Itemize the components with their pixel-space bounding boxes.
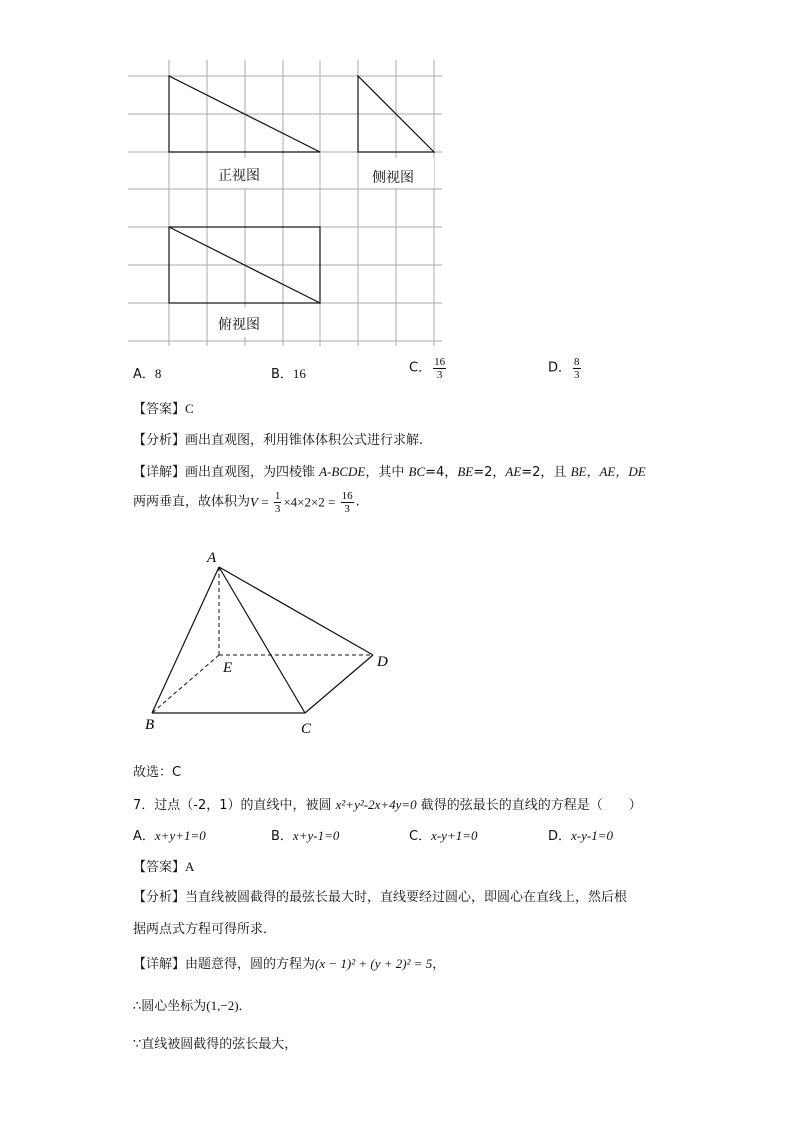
q6-analysis [133, 433, 423, 449]
q7-option-c [409, 828, 478, 845]
option-letter: A． [133, 367, 155, 382]
edge-ac [219, 567, 305, 713]
q6-option-a [133, 366, 161, 383]
q7-chord-line: ∵直线被圆截得的弦长最大， [133, 1037, 298, 1052]
option-letter: B． [271, 367, 293, 382]
fraction-one-third [274, 490, 282, 515]
option-fraction [433, 356, 446, 381]
option-value: x+y+1=0 [154, 828, 206, 843]
front-view-label: 正视图 [218, 168, 260, 184]
q6-conclusion: 故选：C [133, 765, 182, 780]
detail-text: 两两垂直，故体积为 [133, 494, 251, 510]
stem-text: 7．过点（-2，1）的直线中，被圆 [133, 798, 336, 813]
q7-center-line [133, 998, 252, 1015]
analysis-text: 画出直观图，利用锥体体积公式进行求解. [185, 433, 424, 448]
q6-answer [133, 401, 194, 418]
analysis-text: 当直线被圆截得的最弦长最大时，直线要经过圆心，即圆心在直线上，然后根 [185, 890, 628, 905]
center-text: ． [238, 999, 252, 1014]
fraction-numerator: 8 [574, 356, 580, 368]
fraction-result [341, 490, 354, 515]
fraction-denominator: 3 [436, 369, 443, 381]
equals: = [257, 494, 272, 510]
option-value: 8 [154, 366, 162, 381]
pyramid-figure [140, 545, 400, 740]
detail-tag: 【详解】 [133, 957, 186, 972]
vertex-a-label: A [207, 550, 217, 566]
edge-eb-hidden [152, 655, 219, 713]
detail-text: ，其中 [365, 465, 409, 480]
option-value: x-y-1=0 [571, 828, 613, 843]
option-letter: D． [548, 829, 572, 844]
option-value: x+y-1=0 [292, 828, 340, 843]
option-letter: A． [133, 829, 155, 844]
analysis-tag: 【分析】 [133, 433, 186, 448]
edge-be: BE [457, 464, 474, 479]
center-coordinates: (1,−2) [206, 998, 239, 1013]
q6-detail-line2 [133, 490, 360, 515]
pyramid-name: A-BCDE [319, 464, 366, 479]
edge-bc-value: =4， [425, 465, 458, 480]
analysis-tag: 【分析】 [133, 890, 186, 905]
volume-symbol: V [250, 494, 258, 510]
edge-ae: AE [505, 464, 522, 479]
top-view-label: 俯视图 [218, 317, 260, 333]
center-text: ∴圆心坐标为 [133, 999, 207, 1014]
q7-option-b [271, 828, 339, 845]
detail-text: 由题意得，圆的方程为 [185, 957, 316, 972]
vertex-b-label: B [145, 717, 155, 733]
fraction-denominator: 3 [574, 369, 580, 381]
q6-option-b [271, 366, 306, 383]
option-value: x-y+1=0 [431, 828, 478, 843]
edge-cd [305, 655, 373, 713]
q7-option-d [548, 828, 613, 845]
vertex-d-label: D [377, 654, 388, 670]
three-view-figure [128, 60, 444, 346]
q6-option-d [548, 356, 583, 381]
q6-option-c [409, 356, 448, 381]
fraction-numerator: 16 [434, 356, 446, 368]
q7-analysis-line1 [133, 890, 627, 906]
option-letter: C． [409, 360, 432, 376]
option-letter: D． [548, 360, 572, 376]
detail-tag: 【详解】 [133, 465, 186, 480]
detail-text: ， [432, 957, 446, 972]
option-fraction [573, 356, 581, 381]
stem-text: 截得的弦最长的直线的方程是（ ） [416, 798, 642, 813]
option-value: 16 [292, 366, 306, 381]
answer-value: C [185, 401, 194, 416]
vertex-e-label: E [223, 660, 233, 676]
fraction-denominator: 3 [344, 503, 350, 515]
edge-ab [152, 567, 219, 713]
fraction-numerator: 1 [274, 490, 281, 502]
answer-value: A [185, 859, 195, 874]
q7-answer [133, 859, 194, 876]
circle-equation: x²+y²-2x+4y=0 [335, 797, 417, 812]
multiplication: ×4×2×2 = [283, 494, 339, 510]
fraction-numerator: 16 [341, 490, 353, 502]
edge-be-value: =2， [473, 465, 506, 480]
answer-tag: 【答案】 [133, 402, 186, 417]
option-letter: B． [271, 829, 293, 844]
q6-detail-line1 [133, 464, 646, 481]
q7-detail [133, 956, 445, 973]
q7-option-a [133, 828, 206, 845]
detail-text: 画出直观图，为四棱锥 [185, 465, 320, 480]
q7-analysis-line2: 据两点式方程可得所求． [133, 922, 277, 937]
side-view-label: 侧视图 [372, 170, 414, 186]
period: . [355, 494, 360, 510]
q7-stem [133, 797, 642, 814]
edge-ad [219, 567, 373, 655]
option-letter: C． [409, 829, 432, 844]
fraction-denominator: 3 [274, 503, 281, 515]
circle-standard-equation: (x − 1)² + (y + 2)² = 5 [315, 956, 433, 971]
vertex-c-label: C [301, 721, 312, 737]
perpendicular-edges: BE，AE，DE [570, 464, 646, 479]
edge-bc: BC [408, 464, 426, 479]
answer-tag: 【答案】 [133, 860, 186, 875]
edge-ae-value: =2，且 [521, 465, 571, 480]
